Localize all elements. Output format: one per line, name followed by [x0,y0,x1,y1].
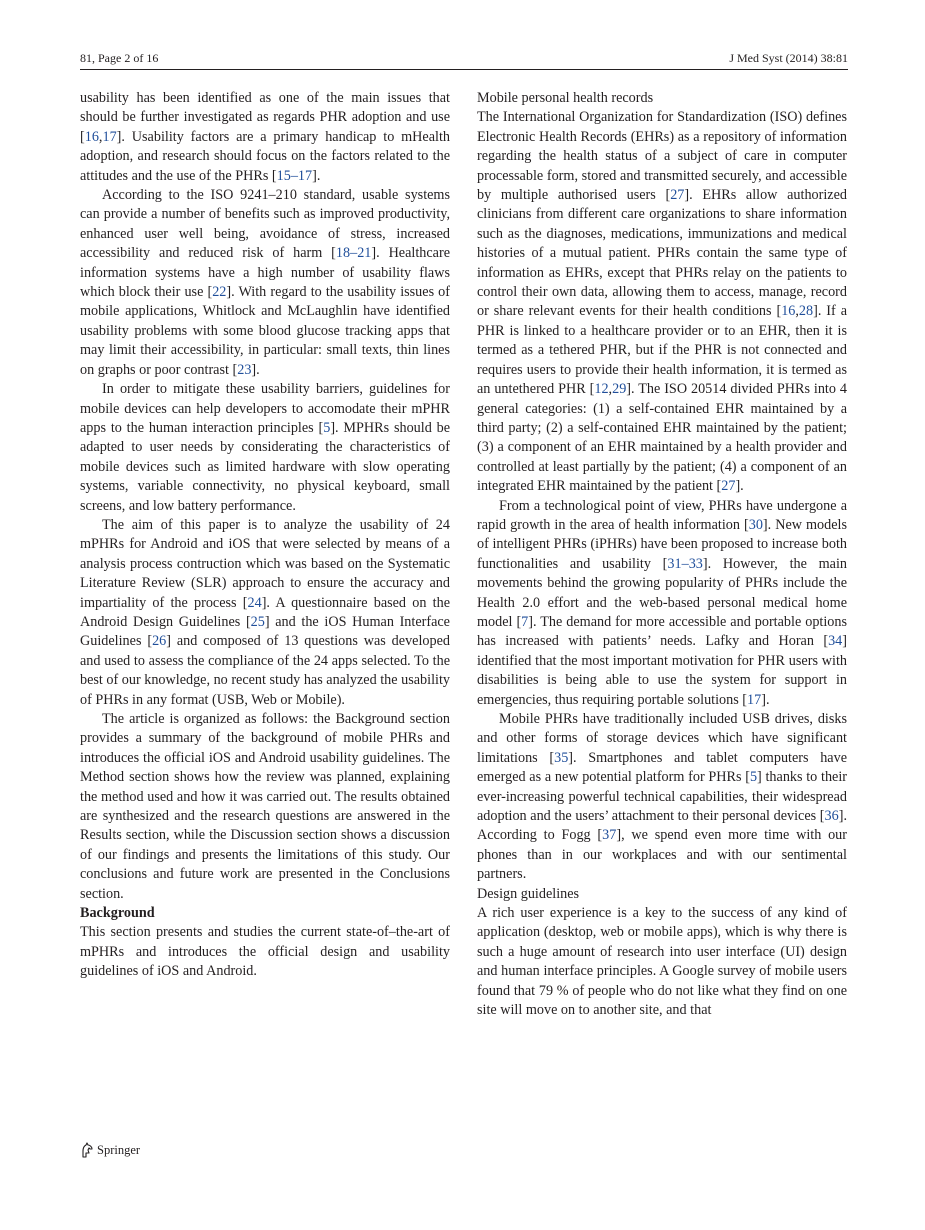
citation-link[interactable]: 30 [748,516,763,533]
text-run: ] and the iOS Human Interface Guidelines [ [80,613,450,650]
section-heading-background: Background [80,905,155,922]
citation-link[interactable]: 7 [521,613,529,630]
citation-link[interactable]: 5 [323,419,331,436]
paragraph [477,710,847,885]
citation-link[interactable]: 17 [102,128,117,145]
citation-link[interactable]: 18–21 [335,245,372,262]
citation-link[interactable]: 34 [828,633,843,650]
paragraph [80,516,450,710]
text-run: usability has been identified as one of the main issues that should be further investigated as regards PHR adoption and use [ [80,90,450,145]
page-footer [80,1141,140,1159]
paragraph [80,186,450,380]
citation-link[interactable]: 27 [721,478,736,495]
subsection-heading-design-guidelines: Design guidelines [477,885,580,902]
text-run: According to the ISO 9241–210 standard, usable systems can provide a number of benefits such as improved productivity, enhanced user well being, avoidance of stress, increased accessibility and reduced risk of harm [ [80,187,450,262]
header-journal-citation: J Med Syst (2014) 38:81 [729,51,848,65]
running-header [80,51,848,69]
subsection-heading-mobile-phr: Mobile personal health records [477,90,654,106]
paragraph [477,108,847,496]
text-run: From a technological point of view, PHRs have undergone a rapid growth in the area of health information [ [477,497,847,533]
citation-link[interactable]: 15–17 [276,167,313,184]
text-run: ]. If a PHR is linked to a healthcare provider or to an EHR, then it is termed as a tethered PHR, but if the PHR is not connected and requires users to provide their health information, it is termed as an untethered PHR [ [477,303,847,398]
citation-link[interactable]: 25 [250,613,265,630]
text-run: The aim of this paper is to analyze the usability of 24 mPHRs for Android and iOS that were selected by means of a analysis process contruction which was based on the Systematic Literature Review (SLR) approach to ensure the accuracy and impartiality of the process [ [80,516,450,611]
text-run: ] thanks to their ever-increasing powerful technical capabilities, their widespread adoption and the users’ attachment to their personal devices [ [477,769,847,825]
citation-link[interactable]: 37 [602,827,617,844]
text-run: , [608,381,613,398]
header-rule [80,69,848,70]
paragraph [80,923,450,981]
citation-link[interactable]: 27 [670,187,685,204]
text-run: ]. The demand for more accessible and portable options has increased with patients’ needs. Lafky and Horan [ [477,613,848,650]
text-run: ]. [735,478,744,495]
text-run: ]. [251,361,260,378]
text-run: ]. EHRs allow authorized clinicians from different care organizations to share information such as the diagnoses, medications, immunizations and medical histories of a mutual patient. PHRs contain the same type of information as EHRs, except that PHRs relay on the patients to control their own data, allowing them to access, manage, record or share relevant events for their health conditions [ [477,187,847,320]
text-run: ]. MPHRs should be adapted to user needs by considerating the characteristics of mobile devices such as limited hardware with slow operating systems, variable connectivity, no physical keyboard, small screens, and low battery performance. [80,419,450,514]
citation-link[interactable]: 12 [594,381,609,398]
right-column [477,89,847,1021]
text-run: , [98,128,103,145]
text-run: ]. Healthcare information systems have a high number of usability flaws which block their use [ [80,245,450,301]
citation-link[interactable]: 17 [747,691,762,708]
paragraph [80,89,450,186]
text-run: ]. [761,691,770,708]
citation-link[interactable]: 36 [824,808,839,825]
citation-link[interactable]: 26 [152,633,167,650]
text-run: ]. Usability factors are a primary handicap to mHealth adoption, and research should focus on the factors related to the attitudes and the use of the PHRs [ [80,128,450,184]
text-run: ] and composed of 13 questions was developed and used to assess the compliance of the 24 apps selected. To the best of our knowledge, no recent study has analyzed the usability of PHRs in any format (USB, Web or Mobile). [80,633,450,708]
citation-link[interactable]: 16 [781,303,796,320]
springer-horse-icon [80,1142,94,1158]
citation-link[interactable]: 22 [212,284,227,301]
citation-link[interactable]: 31–33 [667,555,703,572]
citation-link[interactable]: 29 [612,381,627,398]
paragraph [80,710,450,904]
text-run: In order to mitigate these usability barriers, guidelines for mobile devices can help developers to accomodate their mPHR apps to the human interaction principles [ [80,381,450,436]
header-page-info: 81, Page 2 of 16 [80,51,159,65]
text-run: ], we spend even more time with our phones than in our workplaces and with our sentimental partners. [477,827,847,883]
citation-link[interactable]: 23 [237,361,252,378]
left-column [80,89,450,982]
text-run: ] identified that the most important motivation for PHR users with disabilities is being able to use the system for support in emergencies, thus requiring portable solutions [ [477,633,847,708]
text-run: ]. According to Fogg [ [477,808,847,844]
citation-link[interactable]: 35 [554,749,569,766]
text-run: The International Organization for Standardization (ISO) defines Electronic Health Records (EHRs) as a repository of information regarding the health status of a subject of care in computer processable form, stored and transmitted securely, and accessible by multiple authorised users [ [477,109,847,204]
citation-link[interactable]: 28 [798,303,814,320]
text-run: This section presents and studies the current state-of–the-art of mPHRs and introduces the official design and usability guidelines of iOS and Android. [80,924,450,980]
publisher-name: Springer [97,1143,141,1157]
text-run: The article is organized as follows: the Background section provides a summary of the background of mobile PHRs and introduces the official iOS and Android usability guidelines. The Method section shows how the review was planned, explaining the method used and how it was carried out. The results obtained are synthesized and the research questions are answered in the Results section, while the Discussion section shows a discussion of our findings and presents the limitations of this study. Our conclusions and future work are presented in the Conclusions section. [80,711,450,902]
text-run: ]. However, the main movements behind the growing popularity of PHRs include the Health 2.0 effort and the web-based personal medical home model [ [477,555,847,630]
text-run: ]. A questionnaire based on the Android Design Guidelines [ [80,594,450,630]
text-run: Mobile PHRs have traditionally included USB drives, disks and other forms of storage devices which have significant limitations [ [477,711,847,766]
citation-link[interactable]: 16 [84,128,99,145]
text-run: ]. New models of intelligent PHRs (iPHRs) have been proposed to increase both functionalities and usability [ [477,516,847,572]
text-run: , [795,303,799,320]
text-run: ]. Smartphones and tablet computers have emerged as a new potential platform for PHRs [ [477,749,847,786]
citation-link[interactable]: 5 [749,769,758,786]
text-run: A rich user experience is a key to the success of any kind of application (desktop, web or mobile apps), which is why there is such a huge amount of research into user interface (UI) design and human interface principles. A Google survey of mobile users found that 79 % of people who do not like what they find on one site will move on to another site, and that [477,905,847,1019]
text-run: ]. With regard to the usability issues of mobile applications, Whitlock and McLaughlin have identified usability problems with some blood glucose tracking apps that may limit their accessibility, in particular: small texts, thin lines on graphs or poor contrast [ [80,284,450,378]
text-run: ]. The ISO 20514 divided PHRs into 4 general categories: (1) a self-contained EHR maintained by a third party; (2) a self-contained EHR maintained by the patient; (3) a component of an EHR maintained by a health provider and controlled at least partially by the patient; (4) a component of an integrated EHR maintained by the patient [ [477,381,847,495]
paragraph [477,497,847,710]
text-run: ]. [312,167,321,184]
paragraph [477,904,847,1020]
citation-link[interactable]: 24 [247,594,262,611]
paragraph [80,380,450,516]
